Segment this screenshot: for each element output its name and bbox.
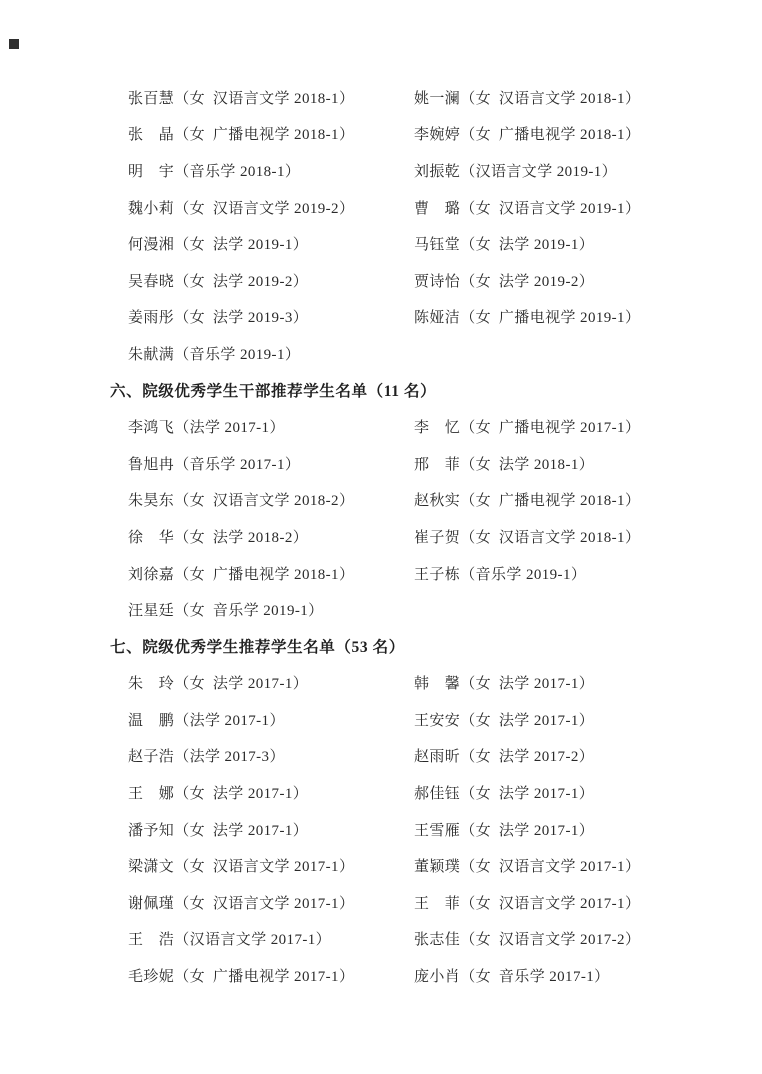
student-list-row [0, 665, 762, 702]
student-entry-right: 李婉婷（女 广播电视学 2018-1） [414, 127, 641, 144]
student-list-row [0, 225, 762, 262]
student-entry-right: 陈娅洁（女 广播电视学 2019-1） [414, 310, 641, 327]
student-list-row [0, 701, 762, 738]
student-entry-left: 鲁旭冉（音乐学 2017-1） [128, 456, 301, 473]
student-list-row [0, 445, 762, 482]
student-entry-left: 吴春晓（女 法学 2019-2） [128, 273, 309, 290]
student-list-row [0, 921, 762, 958]
student-entry-left: 温 鹏（法学 2017-1） [128, 712, 285, 729]
student-list-row [0, 591, 762, 628]
student-list-row [0, 335, 762, 372]
student-list-row [0, 774, 762, 811]
student-list-row [0, 299, 762, 336]
section-heading: 六、院级优秀学生干部推荐学生名单（11 名） [110, 383, 437, 401]
student-list-row [0, 262, 762, 299]
student-entry-right: 郝佳钰（女 法学 2017-1） [414, 786, 595, 803]
student-list-row [0, 555, 762, 592]
student-entry-left: 姜雨彤（女 法学 2019-3） [128, 310, 309, 327]
student-entry-right: 韩 馨（女 法学 2017-1） [414, 676, 595, 693]
student-entry-right: 王 菲（女 汉语言文学 2017-1） [414, 895, 641, 912]
student-name-list [0, 79, 762, 994]
student-list-row [0, 482, 762, 519]
student-entry-right: 贾诗怡（女 法学 2019-2） [414, 273, 595, 290]
student-entry-right: 赵秋实（女 广播电视学 2018-1） [414, 493, 641, 510]
student-entry-left: 梁潇文（女 汉语言文学 2017-1） [128, 859, 355, 876]
student-entry-left: 王 娜（女 法学 2017-1） [128, 786, 309, 803]
student-list-row [0, 152, 762, 189]
student-entry-left: 明 宇（音乐学 2018-1） [128, 163, 301, 180]
student-entry-left: 汪星廷（女 音乐学 2019-1） [128, 603, 324, 620]
student-entry-left: 张百慧（女 汉语言文学 2018-1） [128, 90, 355, 107]
student-list-row [0, 518, 762, 555]
student-entry-right: 邢 菲（女 法学 2018-1） [414, 456, 595, 473]
student-entry-left: 徐 华（女 法学 2018-2） [128, 529, 309, 546]
student-entry-left: 张 晶（女 广播电视学 2018-1） [128, 127, 355, 144]
section-heading: 七、院级优秀学生推荐学生名单（53 名） [110, 639, 405, 657]
scan-artifact-mark [9, 39, 19, 49]
student-entry-left: 李鸿飞（法学 2017-1） [128, 420, 285, 437]
student-entry-left: 朱献满（音乐学 2019-1） [128, 346, 301, 363]
student-entry-right: 张志佳（女 汉语言文学 2017-2） [414, 932, 641, 949]
student-entry-right: 李 忆（女 广播电视学 2017-1） [414, 420, 641, 437]
student-entry-left: 刘徐嘉（女 广播电视学 2018-1） [128, 566, 355, 583]
student-entry-right: 马钰堂（女 法学 2019-1） [414, 237, 595, 254]
student-entry-left: 潘予知（女 法学 2017-1） [128, 822, 309, 839]
student-list-row [0, 738, 762, 775]
student-list-row [0, 116, 762, 153]
student-entry-right: 王子栋（音乐学 2019-1） [414, 566, 587, 583]
student-list-row [0, 811, 762, 848]
student-entry-right: 董颖璞（女 汉语言文学 2017-1） [414, 859, 641, 876]
student-entry-left: 朱 玲（女 法学 2017-1） [128, 676, 309, 693]
student-list-row [0, 957, 762, 994]
student-entry-left: 朱昊东（女 汉语言文学 2018-2） [128, 493, 355, 510]
student-entry-left: 何漫湘（女 法学 2019-1） [128, 237, 309, 254]
student-entry-left: 王 浩（汉语言文学 2017-1） [128, 932, 332, 949]
student-entry-left: 毛珍妮（女 广播电视学 2017-1） [128, 969, 355, 986]
student-list-row [0, 847, 762, 884]
student-entry-right: 姚一澜（女 汉语言文学 2018-1） [414, 90, 641, 107]
student-entry-right: 王安安（女 法学 2017-1） [414, 712, 595, 729]
student-entry-right: 崔子贺（女 汉语言文学 2018-1） [414, 529, 641, 546]
student-list-row [0, 189, 762, 226]
student-entry-right: 王雪雁（女 法学 2017-1） [414, 822, 595, 839]
student-entry-left: 谢佩瑾（女 汉语言文学 2017-1） [128, 895, 355, 912]
student-list-row [0, 408, 762, 445]
student-entry-left: 赵子浩（法学 2017-3） [128, 749, 285, 766]
student-list-row [0, 79, 762, 116]
student-entry-right: 刘振乾（汉语言文学 2019-1） [414, 163, 618, 180]
student-entry-right: 庞小肖（女 音乐学 2017-1） [414, 969, 610, 986]
student-entry-right: 曹 璐（女 汉语言文学 2019-1） [414, 200, 641, 217]
student-entry-right: 赵雨昕（女 法学 2017-2） [414, 749, 595, 766]
student-list-row [0, 884, 762, 921]
student-entry-left: 魏小莉（女 汉语言文学 2019-2） [128, 200, 355, 217]
